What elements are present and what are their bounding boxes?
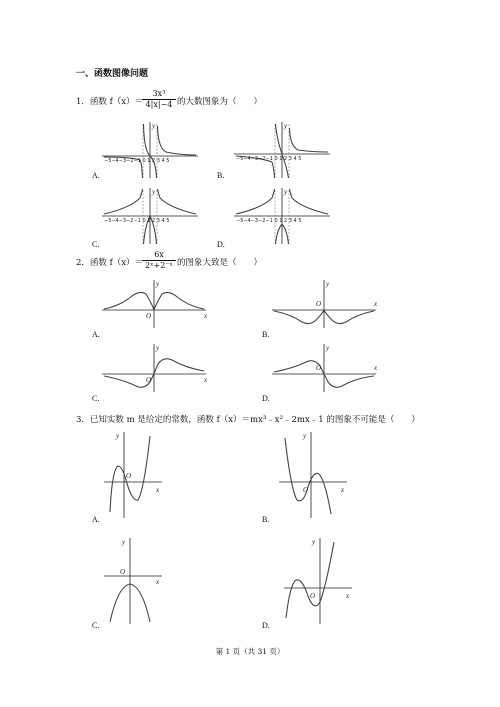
q1-a-ticks: −5−4−3−2−1 0 1 2 3 4 5 [104,158,170,164]
q2-a-x: x [204,312,208,320]
q3-option-c[interactable]: C. [92,621,100,630]
q3-b-x: x [341,486,345,494]
q1-c-ticks: −5−4−3−2−1 0 1 2 3 4 5 [104,218,170,224]
q2-a-y: y [156,280,160,288]
q3-d-x: x [346,592,350,600]
q2-d-y: y [326,344,330,352]
q3-b-origin: O [303,486,309,494]
q3-option-a[interactable]: A. [92,515,100,524]
q2-d-origin: O [316,364,322,372]
q1-graph-d [232,186,332,246]
q2-graph-d [270,342,380,394]
q2-c-origin: O [146,376,152,384]
q2-prefix: 2．函数 f（x）＝ [76,258,144,268]
q1-graph-b [232,120,332,180]
q1-option-b[interactable]: B. [217,171,225,180]
q3-option-d[interactable]: D. [262,621,270,630]
q1-option-c[interactable]: C. [92,240,100,249]
q2-denominator: 2ˣ+2⁻ˣ [142,260,176,271]
q2-option-d[interactable]: D. [262,394,270,403]
q2-graph-c [100,342,210,394]
q3-c-y: y [122,538,126,546]
q2-c-y: y [156,344,160,352]
q2-c-x: x [204,376,208,384]
q1-b-y: y [284,122,288,130]
q1-b-ticks: −5−4−3−2−1 0 1 2 3 4 5 [236,156,302,162]
q1-option-d[interactable]: D. [217,240,225,249]
q3-text: 3．已知实数 m 是给定的常数，函数 f（x）＝mx³﹣x²﹣2mx﹣1 的图象不可能是（ ） [76,415,420,425]
q2-b-y: y [326,280,330,288]
q3-a-y: y [116,432,120,440]
q3-a-x: x [156,486,160,494]
q2-graph-a [100,278,210,330]
q3-d-origin: O [310,592,316,600]
q3-graph-c [100,536,170,626]
q1-graph-c [100,186,200,246]
q3-graph-b [275,430,355,520]
q3-graph-a [100,430,170,520]
q2-suffix: 的图象大致是（ ） [177,258,263,268]
section-title: 一、函数图像问题 [76,69,149,79]
q2-b-x: x [374,300,378,308]
q1-fraction [142,89,176,110]
q1-a-y: y [152,122,156,130]
q3-c-origin: O [120,568,126,576]
q2-b-origin: O [316,300,322,308]
q3-a-origin: O [126,472,132,480]
q2-a-origin: O [146,312,152,320]
q3-graph-d [280,536,360,626]
q2-graph-b [270,278,380,330]
q3-d-y: y [312,538,316,546]
q1-d-ticks: −5−4−3−2−1 0 1 2 3 4 5 [236,218,302,224]
q2-option-a[interactable]: A. [92,330,100,339]
q1-graph-a [100,120,200,180]
q1-suffix: 的大数图象为（ ） [177,97,263,107]
q3-option-b[interactable]: B. [262,515,270,524]
q1-numerator: 3x³ [152,89,166,98]
q2-option-c[interactable]: C. [92,394,100,403]
q2-option-b[interactable]: B. [262,330,270,339]
q3-b-y: y [303,432,307,440]
q1-c-y: y [152,188,156,196]
page-footer: 第 1 页（共 31 页） [215,647,285,656]
q1-prefix: 1．函数 f（x）＝ [76,97,144,107]
q1-denominator: 4|x|−4 [142,99,176,110]
q2-numerator: 6x [154,250,164,259]
q2-fraction [142,250,176,271]
q2-d-x: x [374,364,378,372]
q1-option-a[interactable]: A. [92,171,100,180]
q1-d-y: y [284,188,288,196]
q3-c-x: x [156,578,160,586]
